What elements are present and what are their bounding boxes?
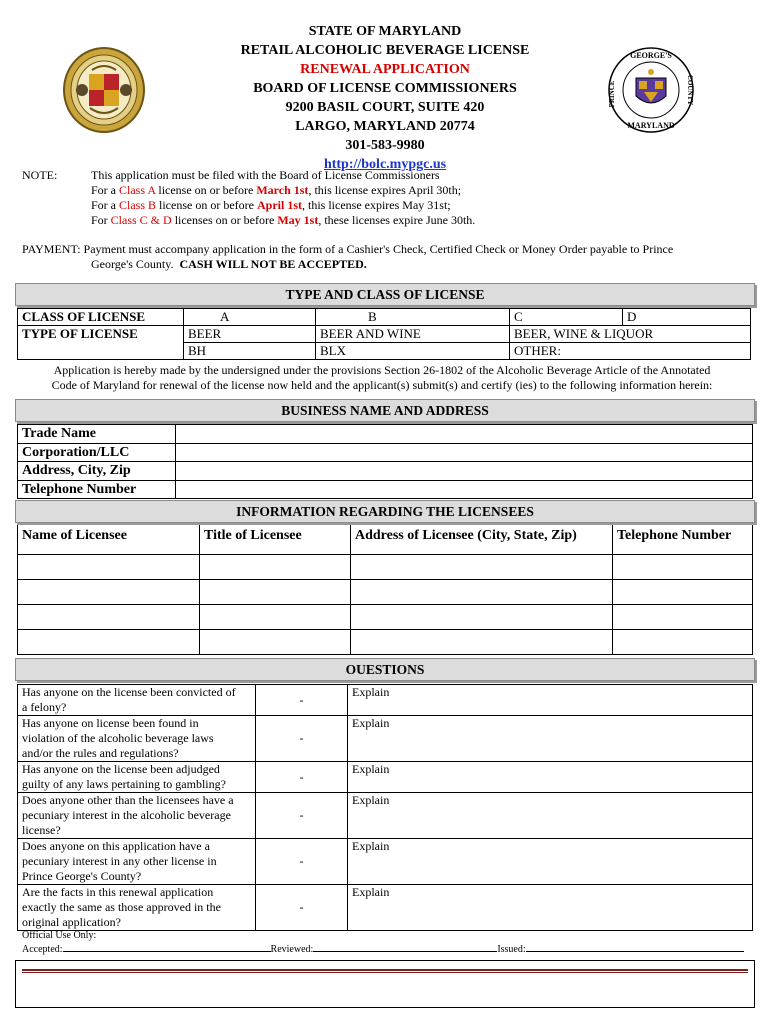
question-text: Are the facts in this renewal application exactly the same as those approved in the original application?	[18, 885, 256, 931]
question-text: Has anyone on license been found in violation of the alcoholic beverage laws and/or the rules and regulations?	[18, 716, 256, 762]
business-section-title: BUSINESS NAME AND ADDRESS	[15, 399, 755, 422]
col-licensee-phone: Telephone Number	[613, 525, 753, 554]
footer-divider	[22, 969, 748, 973]
type-class-section-title: TYPE AND CLASS OF LICENSE	[15, 283, 755, 306]
class-b[interactable]: B	[316, 309, 510, 326]
reviewed-field[interactable]	[313, 942, 497, 952]
explain-field[interactable]: Explain	[348, 762, 753, 793]
answer-field[interactable]: -	[256, 716, 348, 762]
class-d[interactable]: D	[623, 309, 751, 326]
type-other[interactable]: OTHER:	[510, 343, 751, 360]
question-text: Does anyone on this application have a pecuniary interest in any other license in Prince George's County?	[18, 839, 256, 885]
explain-field[interactable]: Explain	[348, 885, 753, 931]
type-label: TYPE OF LICENSE	[18, 326, 184, 360]
answer-field[interactable]: -	[256, 885, 348, 931]
footer-box	[15, 960, 755, 1008]
answer-field[interactable]: -	[256, 839, 348, 885]
type-beer-wine-liquor[interactable]: BEER, WINE & LIQUOR	[510, 326, 751, 343]
header-board: BOARD OF LICENSE COMMISSIONERS	[253, 81, 517, 96]
issued-label: Issued:	[497, 944, 526, 955]
accepted-label: Accepted:	[22, 944, 63, 955]
declaration-text: Application is hereby made by the undersigned under the provisions Section 26-1802 of the Alcoholic Beverage Article of the Annotated Code of Maryland for renewal of the license now held and the applicant(s) submit(s) and certify (ies) to the following information herein:	[51, 363, 713, 392]
table-row	[18, 604, 753, 629]
note-label: NOTE:	[22, 168, 58, 182]
header-city: LARGO, MARYLAND 20774	[295, 119, 475, 134]
question-text: Has anyone on the license been convicted of a felony?	[18, 685, 256, 716]
header-state: STATE OF MARYLAND	[308, 24, 462, 39]
seal-left-text: PRINCE	[608, 80, 616, 108]
issued-field[interactable]	[526, 942, 744, 952]
license-class-table	[17, 308, 751, 360]
question-row	[18, 762, 753, 793]
corporation-field[interactable]	[176, 443, 753, 462]
answer-field[interactable]: -	[256, 685, 348, 716]
question-row	[18, 839, 753, 885]
seal-right-text: COUNTY	[686, 74, 694, 106]
telephone-label: Telephone Number	[18, 480, 176, 499]
explain-field[interactable]: Explain	[348, 716, 753, 762]
seal-bottom-text: MARYLAND	[627, 121, 675, 130]
question-text: Has anyone on the license been adjudged guilty of any laws pertaining to gambling?	[18, 762, 256, 793]
table-row	[18, 554, 753, 579]
question-row	[18, 793, 753, 839]
class-a[interactable]: A	[184, 309, 316, 326]
type-bh[interactable]: BH	[184, 343, 316, 360]
questions-section-title: OUESTIONS	[15, 658, 755, 681]
note-text: This application must be filed with the Board of License Commissioners For a Class A license on or before March 1st, this license expires April 30th; For a Class B license on or before April 1st, this license expires May 31st; For Class C & D licenses on or before May 1st, these licenses expire June 30th.	[91, 168, 476, 227]
licensees-table	[17, 525, 753, 655]
official-use-title: Official Use Only:	[22, 930, 97, 941]
address-field[interactable]	[176, 462, 753, 481]
class-label: CLASS OF LICENSE	[18, 309, 184, 326]
header-website-link[interactable]: http://bolc.mypgc.us	[323, 157, 447, 172]
header-renewal: RENEWAL APPLICATION	[300, 62, 470, 77]
form-header	[0, 22, 770, 174]
question-row	[18, 716, 753, 762]
header-license-title: RETAIL ALCOHOLIC BEVERAGE LICENSE	[240, 43, 530, 58]
seal-top-text: GEORGE'S	[630, 51, 672, 60]
header-phone: 301-583-9980	[345, 138, 425, 153]
corporation-label: Corporation/LLC	[18, 443, 176, 462]
official-use-block	[22, 929, 752, 956]
class-c[interactable]: C	[510, 309, 623, 326]
questions-table	[17, 684, 753, 931]
telephone-field[interactable]	[176, 480, 753, 499]
question-row	[18, 885, 753, 931]
licensees-section-title: INFORMATION REGARDING THE LICENSEES	[15, 500, 755, 523]
type-beer[interactable]: BEER	[184, 326, 316, 343]
answer-field[interactable]: -	[256, 793, 348, 839]
trade-name-field[interactable]	[176, 425, 753, 444]
reviewed-label: Reviewed:	[270, 944, 314, 955]
header-street: 9200 BASIL COURT, SUITE 420	[285, 100, 485, 115]
table-row	[18, 579, 753, 604]
col-licensee-name: Name of Licensee	[18, 525, 200, 554]
explain-field[interactable]: Explain	[348, 793, 753, 839]
explain-field[interactable]: Explain	[348, 685, 753, 716]
accepted-field[interactable]	[63, 942, 271, 952]
payment-note: PAYMENT: Payment must accompany application in the form of a Cashier's Check, Certified Check or Money Order payable to Prince George's County. CASH WILL NOT BE ACCEPTED.	[22, 242, 674, 271]
address-label: Address, City, Zip	[18, 462, 176, 481]
type-blx[interactable]: BLX	[316, 343, 510, 360]
question-row	[18, 685, 753, 716]
answer-field[interactable]: -	[256, 762, 348, 793]
type-beer-wine[interactable]: BEER AND WINE	[316, 326, 510, 343]
business-table	[17, 424, 753, 499]
trade-name-label: Trade Name	[18, 425, 176, 444]
col-licensee-title: Title of Licensee	[200, 525, 351, 554]
explain-field[interactable]: Explain	[348, 839, 753, 885]
col-licensee-address: Address of Licensee (City, State, Zip)	[351, 525, 613, 554]
table-row	[18, 629, 753, 654]
question-text: Does anyone other than the licensees have a pecuniary interest in the alcoholic beverage license?	[18, 793, 256, 839]
